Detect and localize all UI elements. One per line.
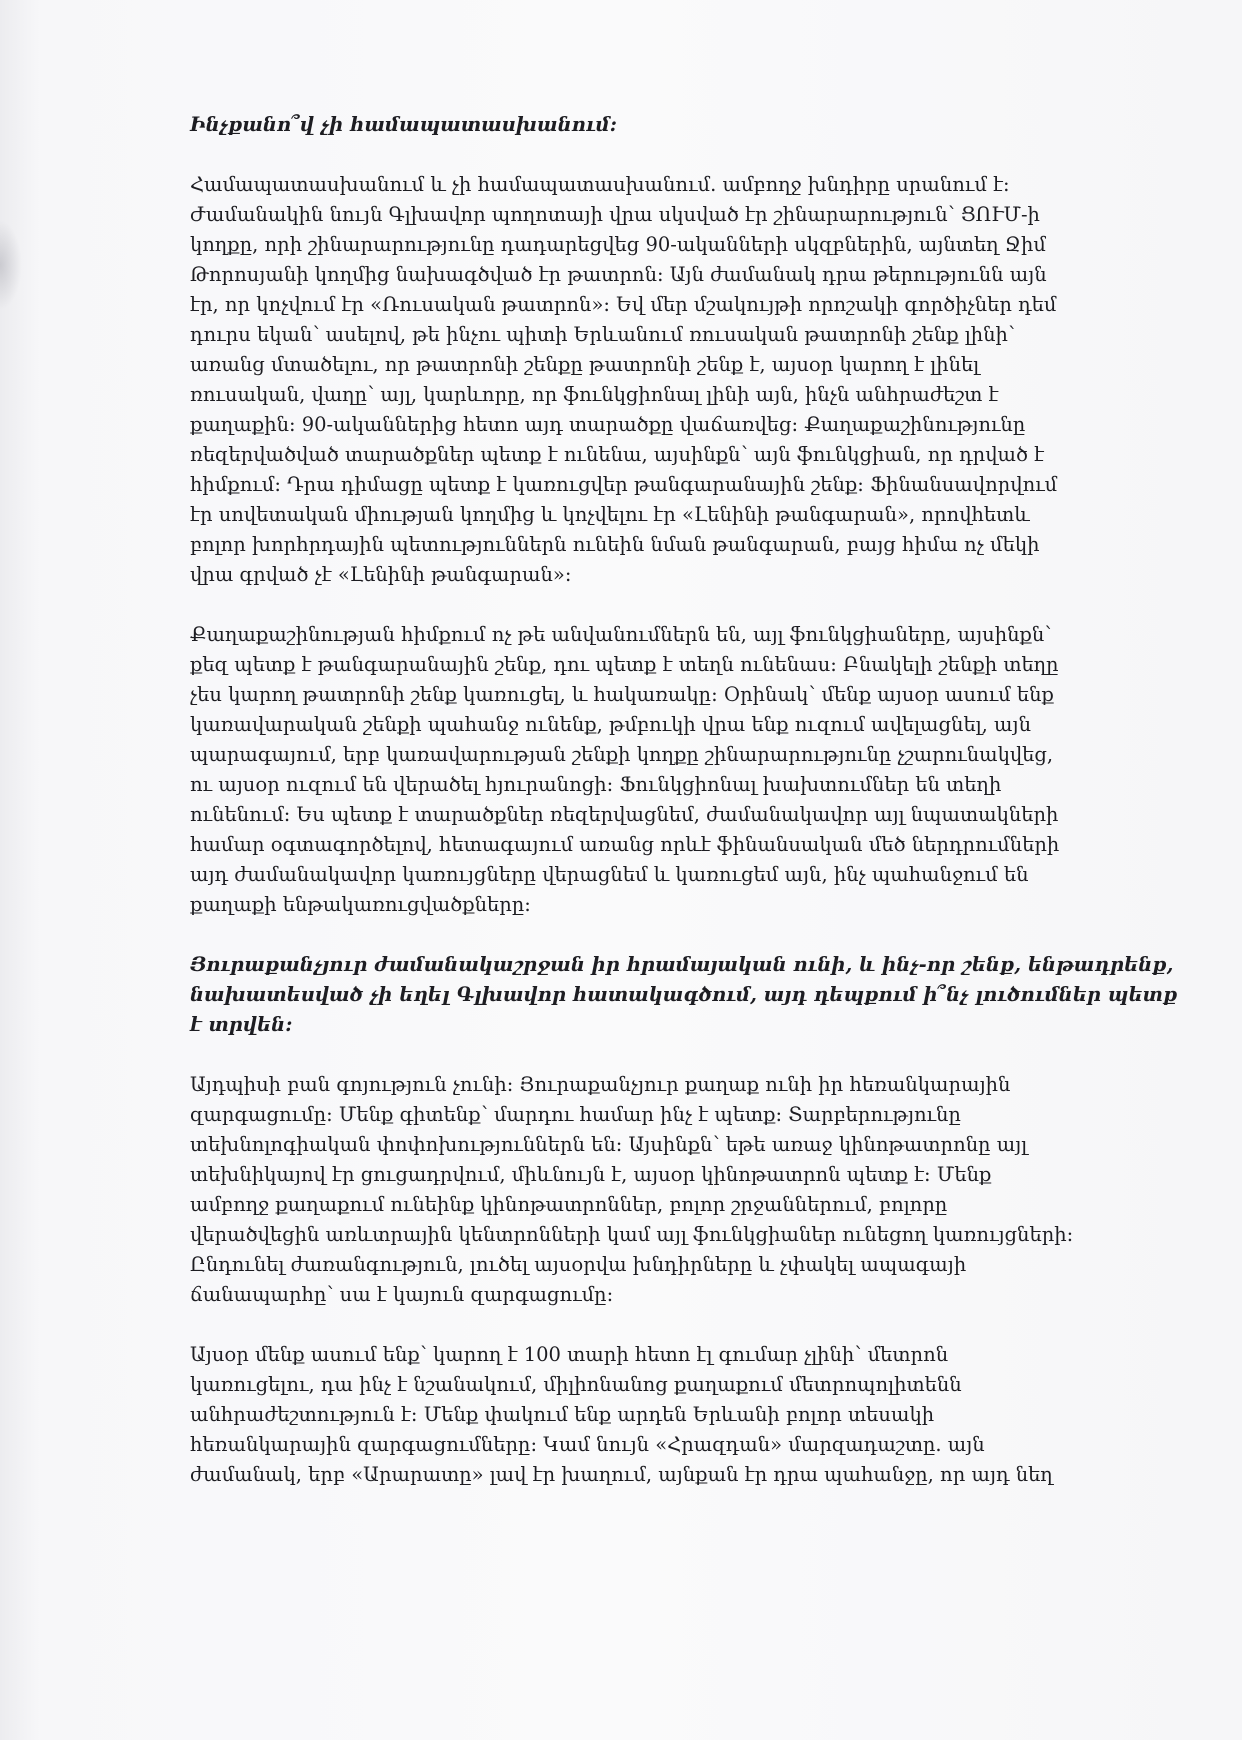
paragraph-2 [190,620,1110,920]
text-line: այդ ժամանակավոր կառույցները վերացնեմ և կառուցեմ այն, ինչ պահանջում են [190,863,1029,886]
heading-question-2 [190,950,1178,1040]
text-line: քաղաքի ենթակառուցվածքները: [190,893,531,916]
text-line: է տրվեն: [190,1013,293,1036]
text-line: կողքը, որի շինարարությունը դադարեցվեց 90-ականների սկզբներին, այնտեղ Ջիմ [190,233,1046,256]
paragraph-1 [190,170,1110,590]
text-line: հեռանկարային զարգացումները: Կամ նույն «Հրազդան» մարզադաշտը. այն [190,1433,985,1456]
text-line: Ժամանակին նույն Գլխավոր պողոտայի վրա սկսված էր շինարարություն՝ ՑՈՒՄ-ի [190,203,1040,226]
text-line: քաղաքին: 90-ականներից հետո այդ տարածքը վաճառվեց: Քաղաքաշինությունը [190,413,1026,436]
text-line: Յուրաքանչյուր ժամանակաշրջան իր հրամայական ունի, և ինչ-որ շենք, ենթադրենք, [190,953,1174,976]
text-line: քեզ պետք է թանգարանային շենք, դու պետք է տեղն ունենաս: Բնակելի շենքի տեղը [190,653,1059,676]
text-line: Քաղաքաշինության հիմքում ոչ թե անվանումներն են, այլ ֆունկցիաները, այսինքն՝ [190,623,1052,646]
text-line: վերածվեցին առևտրային կենտրոնների կամ այլ ֆունկցիաներ ունեցող կառույցների: [190,1223,1074,1246]
text-line: տեխնոլոգիական փոփոխություններն են: Այսինքն՝ եթե առաջ կինոթատրոնը այլ [190,1133,1028,1156]
text-line: էր սովետական միության կողմից և կոչվելու էր «Լենինի թանգարան», որովհետև [190,503,1030,526]
text-line: դուրս եկան՝ ասելով, թե ինչու պիտի Երևանում ռուսական թատրոնի շենք լինի՝ [190,323,1016,346]
paragraph-3 [190,1070,1110,1310]
text-line: զարգացումը: Մենք գիտենք՝ մարդու համար ինչ է պետք: Տարբերությունը [190,1103,961,1126]
text-line: ամբողջ քաղաքում ունեինք կինոթատրոններ, բոլոր շրջաններում, բոլորը [190,1193,948,1216]
text-line: չես կարող թատրոնի շենք կառուցել, և հակառակը: Օրինակ՝ մենք այսօր ասում ենք [190,683,1054,706]
text-line: ժամանակ, երբ «Արարատը» լավ էր խաղում, այնքան էր դրա պահանջը, որ այդ նեղ [190,1463,1053,1486]
text-line: Համապատասխանում և չի համապատասխանում. ամբողջ խնդիրը սրանում է: [190,173,1010,196]
text-line: համար օգտագործելով, հետագայում առանց որևէ ֆինանսական մեծ ներդրումների [190,833,1060,856]
text-line: Այդպիսի բան գոյություն չունի: Յուրաքանչյուր քաղաք ունի իր հեռանկարային [190,1073,1011,1096]
text-line: կառուցելու, դա ինչ է նշանակում, միլիոնանոց քաղաքում մետրոպոլիտենն [190,1373,962,1396]
text-line: Ինչքանո՞վ չի համապատասխանում: [190,113,617,136]
text-line: անհրաժեշտություն է: Մենք փակում ենք արդեն Երևանի բոլոր տեսակի [190,1403,935,1426]
text-line: ճանապարհը՝ սա է կայուն զարգացումը: [190,1283,614,1306]
text-line: առանց մտածելու, որ թատրոնի շենքը թատրոնի շենք է, այսօր կարող է լինել [190,353,980,376]
heading-question-1 [190,110,1110,140]
paragraph-4 [190,1340,1110,1490]
text-line: հիմքում: Դրա դիմացը պետք է կառուցվեր թանգարանային շենք: Ֆինանսավորվում [190,473,1058,496]
text-line: բոլոր խորհրդային պետություններն ունեին նման թանգարան, բայց հիմա ոչ մեկի [190,533,1040,556]
text-line: Այսօր մենք ասում ենք՝ կարող է 100 տարի հետո էլ գումար չլինի՝ մետրոն [190,1343,949,1366]
text-line: ու այսօր ուզում են վերածել հյուրանոցի: Ֆունկցիոնալ խախտումներ են տեղի [190,773,1002,796]
text-line: ռուսական, վաղը՝ այլ, կարևորը, որ ֆունկցիոնալ լինի այն, ինչն անհրաժեշտ է [190,383,999,406]
text-line: ռեզերվածված տարածքներ պետք է ունենա, այսինքն՝ այն ֆունկցիան, որ դրված է [190,443,1045,466]
text-line: պարագայում, երբ կառավարության շենքի կողքը շինարարությունը չշարունակվեց, [190,743,1054,766]
text-line: ունենում: Ես պետք է տարածքներ ռեզերվացնեմ, ժամանակավոր այլ նպատակների [190,803,1059,826]
text-line: տեխնիկայով էր ցուցադրվում, միևնույն է, այսօր կինոթատրոն պետք է: Մենք [190,1163,992,1186]
text-line: նախատեսված չի եղել Գլխավոր հատակագծում, այդ դեպքում ի՞նչ լուծումներ պետք [190,983,1178,1006]
document-body [190,110,1178,1490]
text-line: Ընդունել ժառանգություն, լուծել այսօրվա խնդիրները և չփակել ապագայի [190,1253,967,1276]
scan-smudge [0,220,22,310]
text-line: Թորոսյանի կողմից նախագծված էր թատրոն: Այն ժամանակ դրա թերությունն այն [190,263,1047,286]
text-line: վրա գրված չէ «Լենինի թանգարան»: [190,563,572,586]
text-line: էր, որ կոչվում էր «Ռուսական թատրոն»: Եվ մեր մշակույթի որոշակի գործիչներ դեմ [190,293,1057,316]
text-line: կառավարական շենքի պահանջ ունենք, թմբուկի վրա ենք ուզում ավելացնել, այն [190,713,1031,736]
